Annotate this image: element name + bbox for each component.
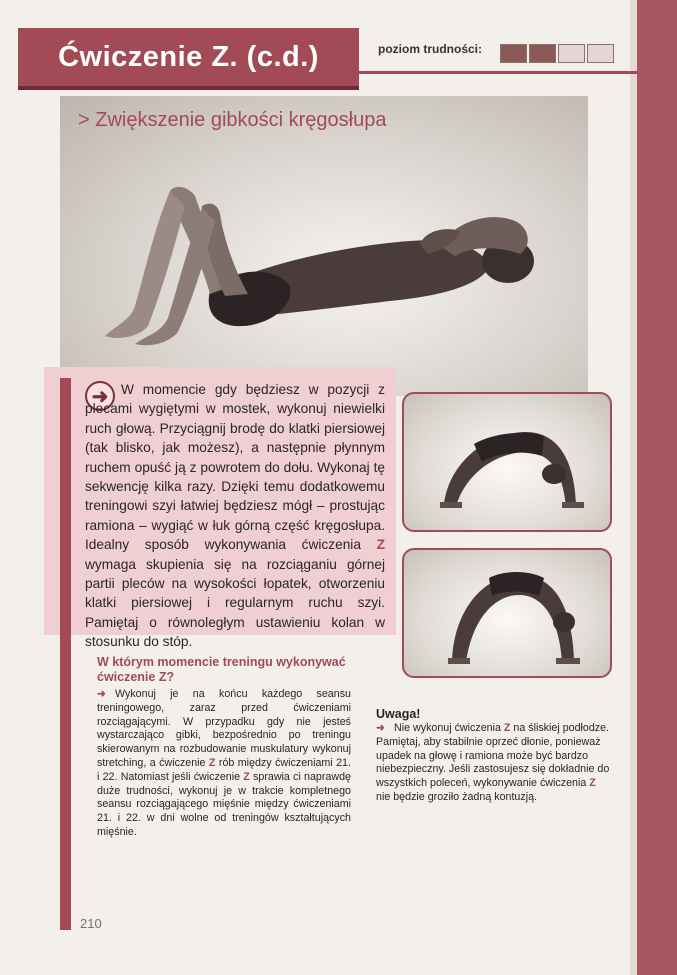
- bridge-pose-illustration: [404, 394, 610, 530]
- instructions-part-2: wymaga skupienia się na rozciąganiu górnej partii pleców na wysokości łopatek, otworzeniu klatki piersiowej i regularnym ruchu szyi. Pamiętaj o równoległym ustawieniu kolan w stosunku do stóp.: [85, 556, 385, 650]
- instructions-text: [85, 380, 385, 652]
- lying-man-illustration: [60, 96, 588, 396]
- difficulty-label: poziom trudności:: [378, 42, 482, 56]
- warning-part-1: Nie wykonuj ćwiczenia: [394, 722, 504, 734]
- title-banner: [18, 28, 359, 90]
- page-edge-light: [630, 0, 637, 975]
- qa-answer-part-3: sprawia ci naprawdę duże trudności, wykonuj je w trakcie kompletnego seansu rozciągającego mięśnie między ćwiczeniami 21. i 22. w dni wolne od treningów kształtujących mięśnie.: [97, 770, 351, 838]
- qa-question: W którym momencie treningu wykonywać ćwiczenie Z?: [97, 655, 346, 684]
- arrow-right-icon: ➜: [85, 381, 115, 411]
- page-title: Ćwiczenie Z. (c.d.): [58, 40, 319, 73]
- difficulty-segment-empty: [558, 44, 585, 63]
- qa-answer-part-1: Wykonuj je na końcu każdego seansu treningowego, zaraz przed ćwiczeniami rozciągającymi. W przypadku gdy nie jesteś wystarczająco gibki, bezpośrednio po treningu skierowanym na rozbudowanie muskulatury wykonuj stretching, a ćwiczenie: [97, 688, 351, 769]
- hero-photo: [60, 96, 588, 396]
- exercise-z-mark: Z: [376, 537, 385, 553]
- instructions-part-1: W momencie gdy będziesz w pozycji z plecami wygiętymi w mostek, wykonuj niewielki ruch głową. Przyciągnij brodę do klatki piersiowej (tak blisko, jak możesz), a następnie płynnym ruchem opuść ją z powrotem do dołu. Wykonaj tę sekwencję kilka razy. Dzięki temu dodatkowemu treningowi szyi łatwiej będziesz mógł – prostując ramiona – wygiąć w łuk górną część kręgosłupa. Idealny sposób wykonywania ćwiczenia: [85, 382, 385, 553]
- arrow-icon: ➜: [97, 688, 106, 700]
- warning-part-3: nie będzie groziło żadną kontuzją.: [376, 790, 538, 803]
- exercise-z-mark: Z: [503, 722, 511, 734]
- exercise-z-mark: Z: [208, 756, 216, 769]
- warning-text: [376, 722, 612, 805]
- bridge-photo-1: [402, 392, 612, 532]
- header-rule: [359, 71, 637, 74]
- page-edge-bar: [637, 0, 677, 975]
- warning-title: Uwaga!: [376, 707, 421, 721]
- bridge-pose-illustration-2: [404, 550, 610, 676]
- difficulty-segment-filled: [500, 44, 527, 63]
- difficulty-meter: [500, 44, 614, 63]
- section-subtitle: > Zwiększenie gibkości kręgosłupa: [78, 109, 387, 131]
- page-number: 210: [80, 916, 102, 931]
- difficulty-segment-filled: [529, 44, 556, 63]
- qa-answer-part-2: rób między ćwiczeniami 21. i 22. Natomiast jeśli ćwiczenie: [97, 756, 351, 783]
- qa-answer: [97, 688, 351, 840]
- instructions-accent-bar: [60, 378, 71, 930]
- difficulty-segment-empty: [587, 44, 614, 63]
- warning-part-2: na śliskiej podłodze. Pamiętaj, aby stabilnie oprzeć dłonie, ponieważ upadek na głowę i ramiona może być bardzo niebezpieczny. Jeśli zastosujesz się dokładnie do wszystkich poleceń, wykonywanie ćwiczenia: [376, 722, 610, 790]
- exercise-z-mark: Z: [589, 777, 596, 790]
- bridge-photo-2: [402, 548, 612, 678]
- arrow-icon: ➜: [376, 722, 385, 734]
- exercise-z-mark: Z: [243, 770, 250, 783]
